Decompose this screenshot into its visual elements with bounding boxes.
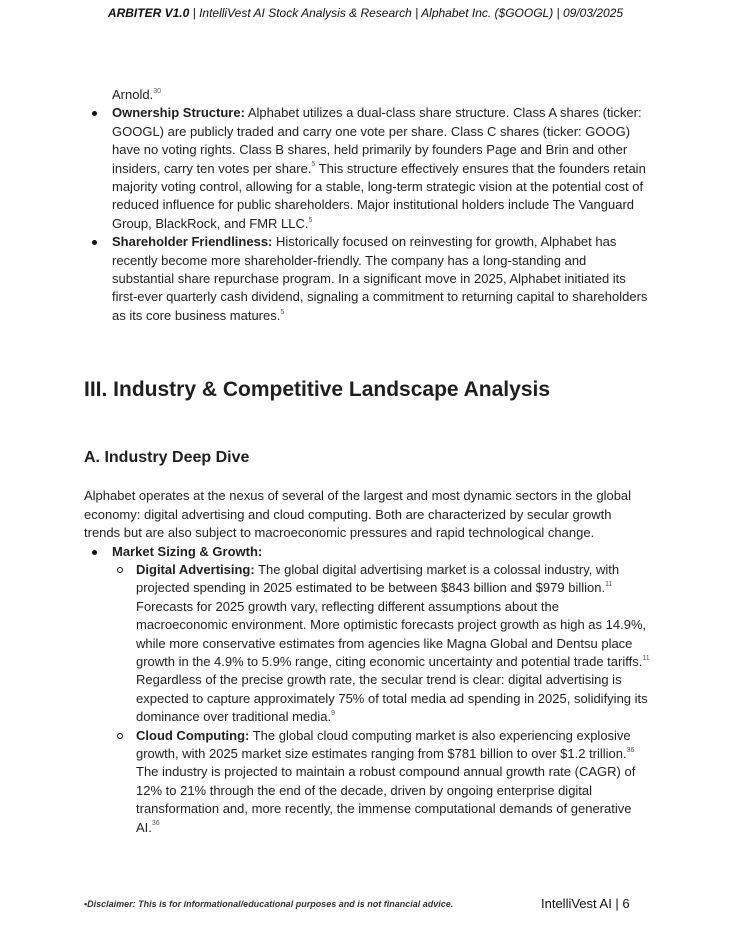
- continuation-text: [84, 86, 650, 104]
- market-sub-list: [112, 561, 650, 837]
- section-title: III. Industry & Competitive Landscape Analysis: [84, 378, 551, 402]
- document-body: [84, 86, 650, 837]
- citation-ref: 36: [626, 746, 635, 754]
- page-header: [0, 6, 731, 20]
- list-item-cloud-computing: [112, 727, 650, 837]
- bullet-label: Ownership Structure:: [112, 105, 245, 121]
- intro-paragraph: Alphabet operates at the nexus of several of the largest and most dynamic sectors in the global economy: digital advertising and cloud computing. Both are characterized by secular growth trends but are also subject to macroeconomic pressures and rapid technological change.: [84, 488, 632, 541]
- continuation-line: Arnold.: [112, 87, 154, 102]
- header-details: | IntelliVest AI Stock Analysis & Research | Alphabet Inc. ($GOOGL) | 09/03/2025: [189, 6, 624, 20]
- list-item-market-sizing: [84, 543, 650, 838]
- citation-ref: 5: [280, 308, 285, 316]
- list-item-digital-advertising: [112, 561, 650, 727]
- footer-page-number: IntelliVest AI | 6: [541, 896, 630, 911]
- bullet-text: Alphabet utilizes a dual-class share structure. Class A shares (ticker: GOOGL) are publicly traded and carry one vote per share. Class C shares (ticker: GOOG) have no voting rights. Class B shares, held primarily by founders Page and Brin and other insiders, carry ten votes per share.: [112, 105, 642, 176]
- bullet-text: Forecasts for 2025 growth vary, reflecting different assumptions about the macroeconomic environment. More optimistic forecasts project growth as high as 14.9%, while more conservative estimates from agencies like Magna Global and Dentsu place growth in the 4.9% to 5.9% range, citing economic uncertainty and potential trade tariffs.: [136, 598, 647, 669]
- header-brand: ARBITER V1.0: [107, 6, 190, 20]
- citation-ref: 5: [308, 216, 313, 224]
- subsection-title: A. Industry Deep Dive: [84, 449, 250, 467]
- bullet-text: This structure effectively ensures that the founders retain majority voting control, allowing for a stable, long-term strategic vision at the potential cost of reduced influence for public shareholders. Major institutional holders include The Vanguard Group, BlackRock, and FMR LLC.: [112, 160, 646, 231]
- bullet-text: The global cloud computing market is also experiencing explosive growth, with 2025 market size estimates ranging from $781 billion to over $1.2 trillion.: [136, 727, 631, 761]
- list-item-ownership-structure: [84, 104, 650, 233]
- market-bullet-list: [84, 543, 650, 838]
- sub-bullet-label: Digital Advertising:: [136, 561, 255, 577]
- sub-bullet-label: Cloud Computing:: [136, 727, 250, 743]
- bullet-text: Historically focused on reinvesting for growth, Alphabet has recently become more shareholder-friendly. The company has a long-standing and substantial share repurchase program. In a significant move in 2025, Alphabet initiated its first-ever quarterly cash dividend, signaling a commitment to returning capital to shareholders as its core business matures.: [112, 234, 648, 323]
- list-item-shareholder-friendliness: [84, 233, 650, 325]
- citation-ref: 5: [311, 161, 316, 169]
- footer-disclaimer: •Disclaimer: This is for informational/educational purposes and is not financial advice.: [84, 899, 454, 909]
- bullet-text: The global digital advertising market is a colossal industry, with projected spending in 2025 estimated to be between $843 billion and $979 billion.: [136, 561, 620, 596]
- citation-ref: 30: [153, 87, 161, 95]
- bullet-text: The industry is projected to maintain a robust compound annual growth rate (CAGR) of 12% to 21% through the end of the decade, driven by ongoing enterprise digital transformation and, more recently, the immense computational demands of generative AI.: [136, 764, 636, 835]
- citation-ref: 11: [605, 580, 613, 588]
- bullet-text: Regardless of the precise growth rate, the secular trend is clear: digital advertising is expected to capture approximately 75% of total media ad spending in 2025, solidifying its dominance over traditional media.: [136, 672, 648, 725]
- ownership-bullet-list: [84, 104, 650, 325]
- citation-ref: 11: [642, 654, 650, 662]
- citation-ref: 9: [331, 709, 336, 717]
- citation-ref: 36: [151, 820, 160, 828]
- bullet-label: Shareholder Friendliness:: [112, 234, 273, 250]
- bullet-label: Market Sizing & Growth:: [112, 543, 263, 559]
